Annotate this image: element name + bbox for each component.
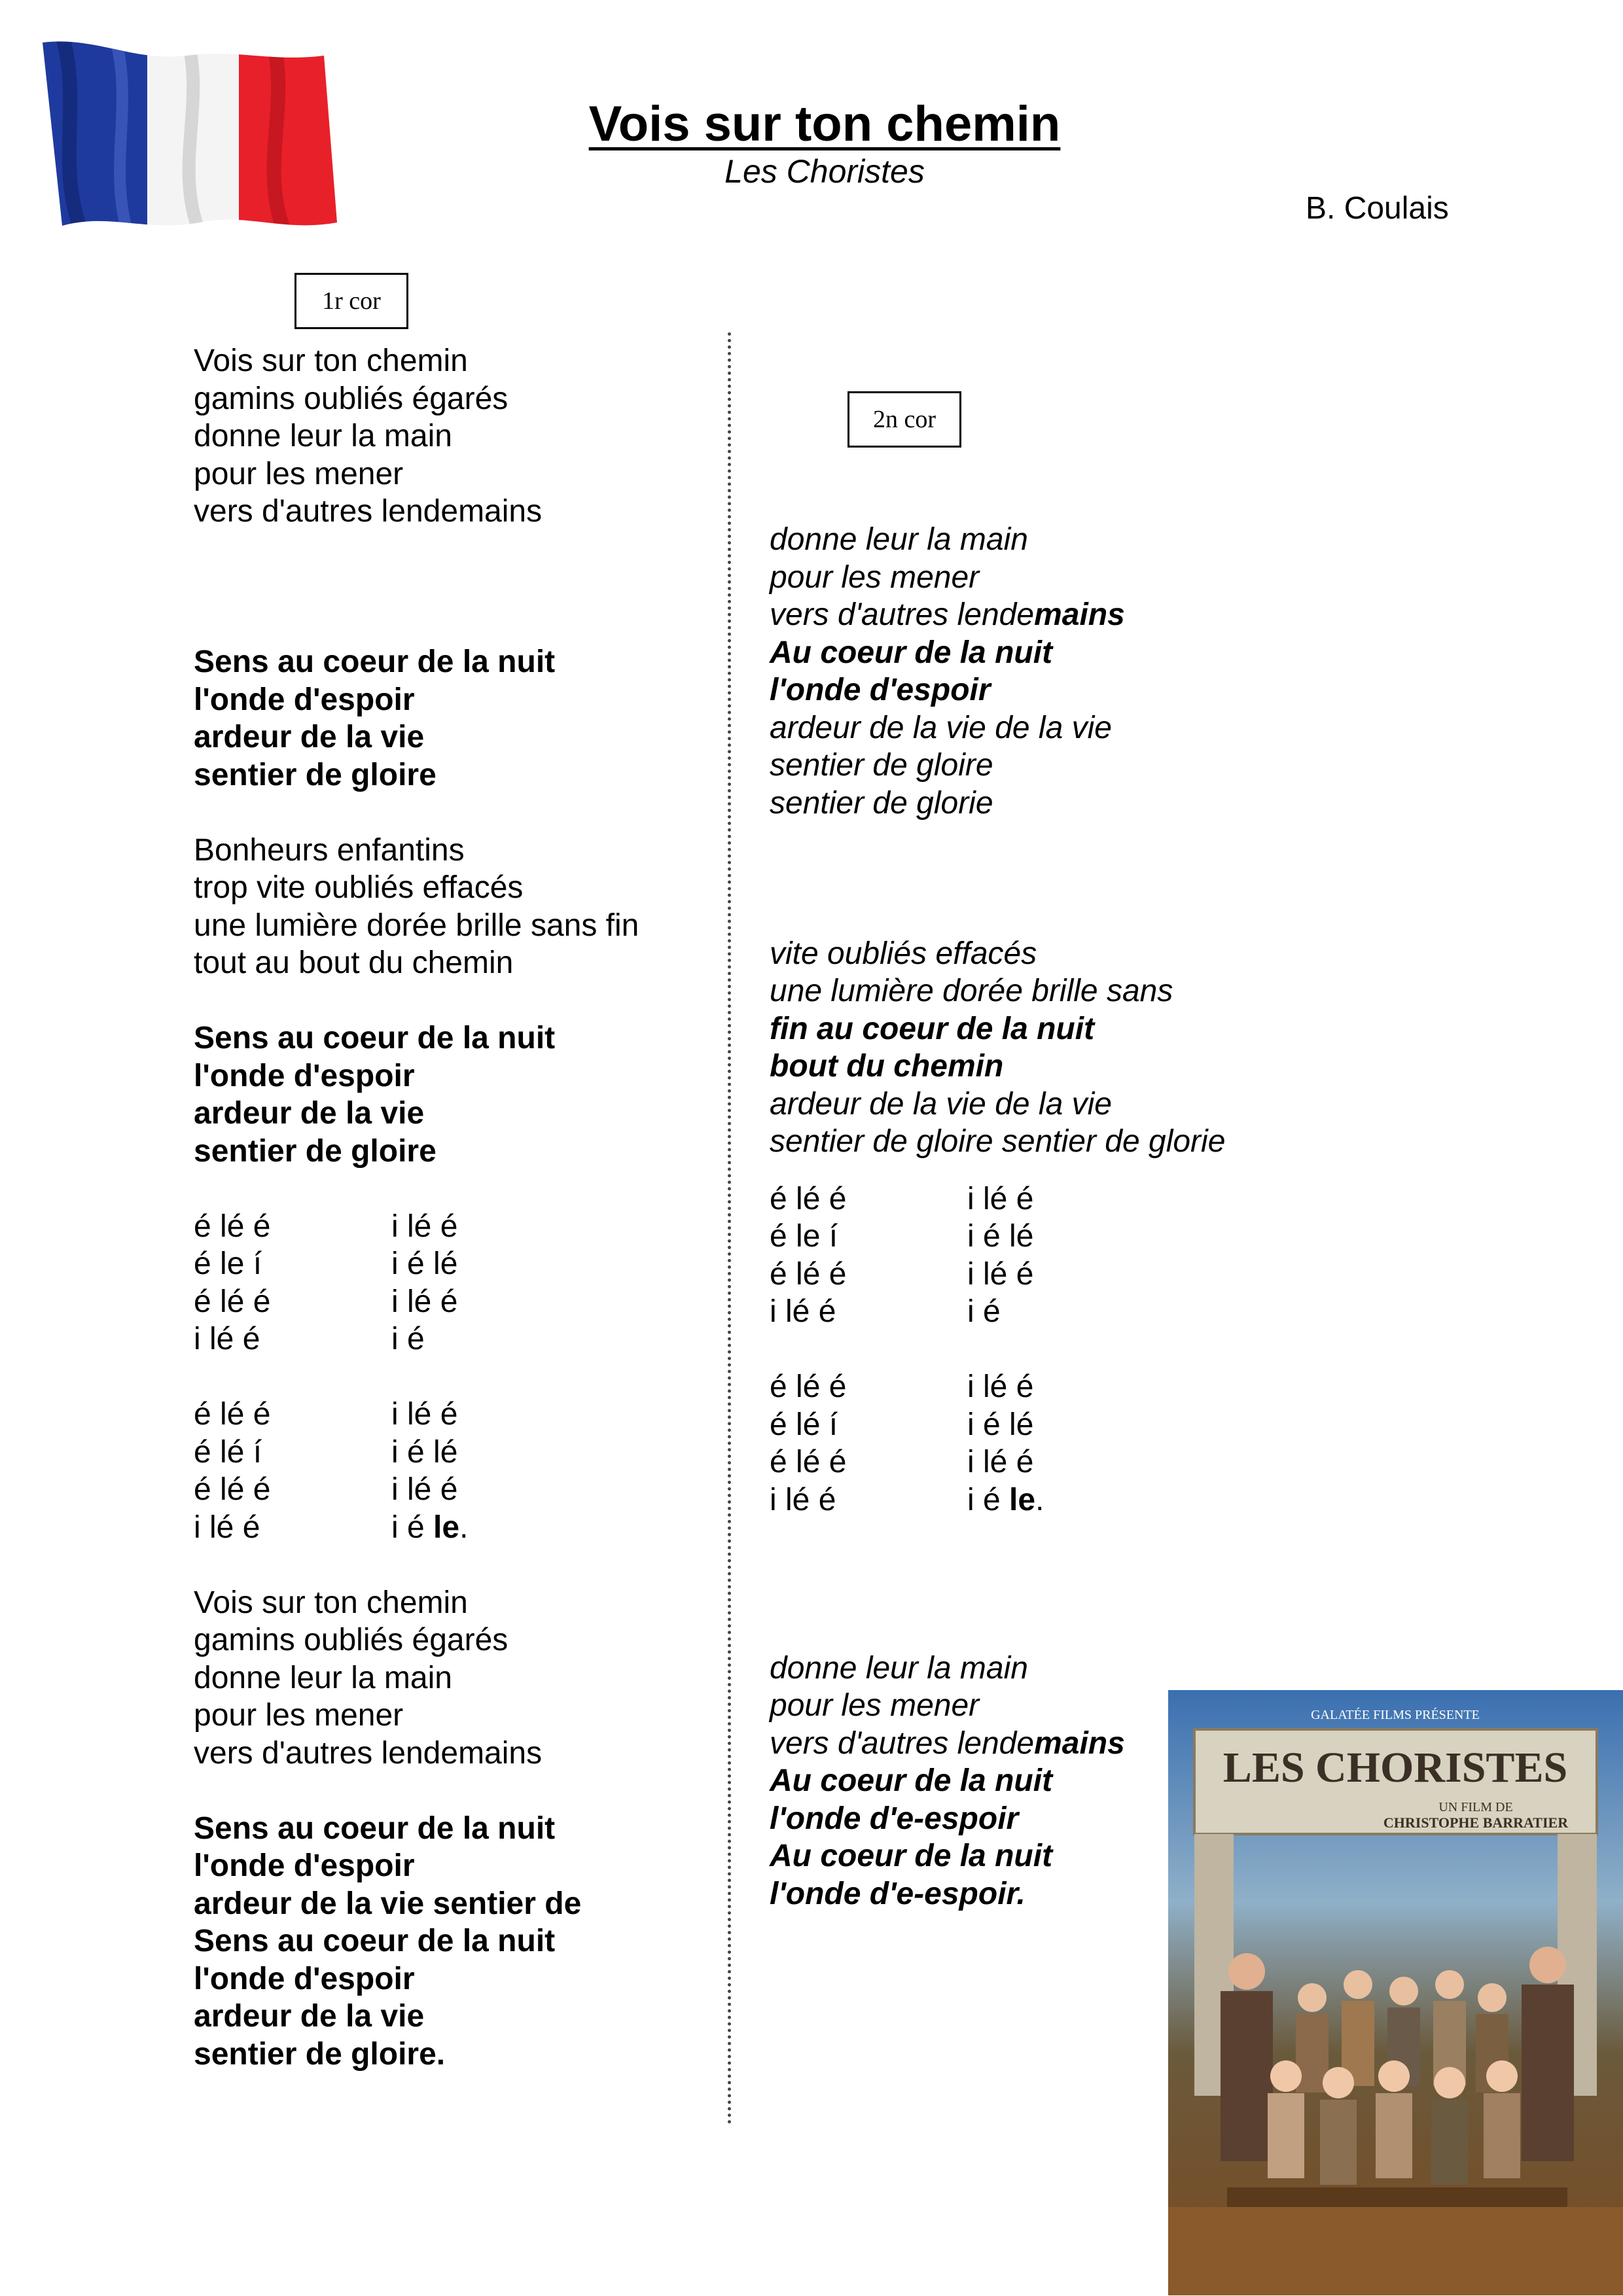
lyric-line: Bonheurs enfantins [194, 832, 465, 868]
lyric-line: ardeur de la vie [194, 1096, 425, 1131]
syllables-1 [194, 1208, 717, 1358]
lyric-line: Vois sur ton chemin [194, 344, 468, 378]
lyric-line: donne leur la main [194, 1660, 452, 1695]
verse-2 [194, 832, 717, 982]
lyric-line: fin au coeur de la nuit [770, 1011, 1095, 1046]
lyric-line: sentier de gloire sentier de glorie [770, 1124, 1226, 1159]
lyric-line: l'onde d'espoir [770, 673, 991, 707]
syllables-2 [194, 1396, 717, 1546]
choir1-label: 1r cor [322, 287, 381, 315]
syllable-row: é lé é i lé é [194, 1472, 458, 1507]
lyric-line: sentier de gloire [194, 757, 437, 792]
syllable-row: i lé é i é [770, 1294, 1001, 1329]
lyric-line: donne leur la main [770, 522, 1028, 557]
syllable-row: é lé é i lé é [770, 1256, 1034, 1292]
choir1-lyrics [194, 342, 717, 2073]
syllable-row: é lé í i é lé [194, 1434, 458, 1470]
part-b [770, 935, 1359, 1161]
lyric-line: vers d'autres lendemains [194, 1735, 543, 1771]
lyric-line: l'onde d'espoir [194, 682, 415, 717]
lyric-line: sentier de gloire [194, 1133, 437, 1169]
lyric-line: ardeur de la vie sentier de [194, 1886, 582, 1921]
lyric-line: Sens au coeur de la nuit [194, 645, 556, 679]
choir2-label-box [847, 391, 961, 448]
lyric-line: une lumière dorée brille sans fin [194, 908, 639, 943]
lyric-line: vers d'autres lendemains [770, 1725, 1125, 1761]
syllable-row: é lé é i lé é [770, 1369, 1034, 1404]
lyric-line: Sens au coeur de la nuit [194, 1924, 556, 1958]
song-subtitle: Les Choristes [724, 153, 925, 190]
lyric-line: Sens au coeur de la nuit [194, 1021, 556, 1055]
lyric-line: ardeur de la vie de la vie [770, 710, 1112, 745]
lyric-line: tout au bout du chemin [194, 945, 514, 980]
poster-top-text: GALATÉE FILMS PRÉSENTE [1311, 1708, 1480, 1722]
chorus-2 [194, 1019, 717, 1170]
lyric-line: sentier de glorie [770, 785, 993, 821]
syllable-row: é lé é i lé é [194, 1284, 458, 1319]
poster-director-line2: CHRISTOPHE BARRATIER [1383, 1814, 1569, 1831]
lyric-line: vers d'autres lendemains [770, 597, 1125, 632]
choir1-label-box [294, 273, 408, 329]
lyric-line: pour les mener [194, 1698, 404, 1733]
syllable-row: é lé é i lé é [194, 1397, 458, 1432]
choir2-label: 2n cor [872, 406, 936, 433]
lyric-line: pour les mener [770, 1688, 980, 1723]
lyric-line: bout du chemin [770, 1049, 1004, 1084]
lyric-line: une lumière dorée brille sans [770, 974, 1173, 1008]
movie-poster-image [1168, 1690, 1623, 2295]
lyric-line: vers d'autres lendemains [194, 494, 543, 529]
verse-3 [194, 1584, 717, 1773]
lyric-line: sentier de gloire. [194, 2036, 446, 2072]
syllable-row: é lé é i lé é [194, 1209, 458, 1244]
chorus-1 [194, 643, 717, 794]
lyric-line: ardeur de la vie [194, 720, 425, 754]
lyric-line: Au coeur de la nuit [770, 1839, 1053, 1873]
syllable-row: é lé é i lé é [770, 1445, 1034, 1479]
composer-name: B. Coulais [1306, 191, 1449, 226]
syllable-row: é le í i é lé [770, 1219, 1034, 1254]
lyric-line: Sens au coeur de la nuit [194, 1810, 556, 1846]
syllable-row: é le í i é lé [194, 1246, 458, 1281]
lyric-line: ardeur de la vie [194, 1999, 425, 2034]
lyric-line: trop vite oubliés effacés [194, 870, 524, 905]
syllable-row: é lé í i é lé [770, 1407, 1034, 1442]
lyric-line: Au coeur de la nuit [770, 1763, 1053, 1798]
syllable-row: i lé é i é le. [770, 1482, 1044, 1517]
syllable-row: é lé é i lé é [770, 1181, 1034, 1216]
lyric-line: l'onde d'e-espoir [770, 1801, 1019, 1836]
lyric-line: l'onde d'espoir [194, 1961, 415, 1996]
syllable-row: i lé é i é [194, 1322, 425, 1356]
lyric-line: l'onde d'espoir [194, 1848, 415, 1883]
poster-title: LES CHORISTES [1222, 1744, 1568, 1792]
syllables-r1 [770, 1180, 1359, 1519]
lyric-line: ardeur de la vie de la vie [770, 1086, 1112, 1122]
lyric-line: Vois sur ton chemin [194, 1585, 468, 1620]
syllable-row: i lé é i é le. [194, 1510, 469, 1545]
lyric-line: gamins oubliés égarés [194, 1623, 508, 1657]
poster-director-line1: UN FILM DE [1438, 1800, 1513, 1814]
lyric-line: vite oubliés effacés [770, 936, 1037, 971]
lyric-line: sentier de gloire [770, 748, 993, 783]
lyric-line: gamins oubliés égarés [194, 381, 508, 416]
lyric-line: pour les mener [194, 456, 404, 491]
song-title: Vois sur ton chemin [588, 96, 1061, 152]
chorus-3 [194, 1810, 717, 2074]
lyric-line: l'onde d'e-espoir. [770, 1876, 1026, 1911]
lyric-line: Au coeur de la nuit [770, 635, 1053, 670]
part-a [770, 521, 1359, 822]
lyric-line: donne leur la main [194, 419, 452, 453]
lyric-line: donne leur la main [770, 1650, 1028, 1686]
lyric-line: l'onde d'espoir [194, 1058, 415, 1093]
verse-1 [194, 342, 717, 531]
lyric-line: pour les mener [770, 559, 980, 595]
column-divider [728, 332, 731, 2125]
